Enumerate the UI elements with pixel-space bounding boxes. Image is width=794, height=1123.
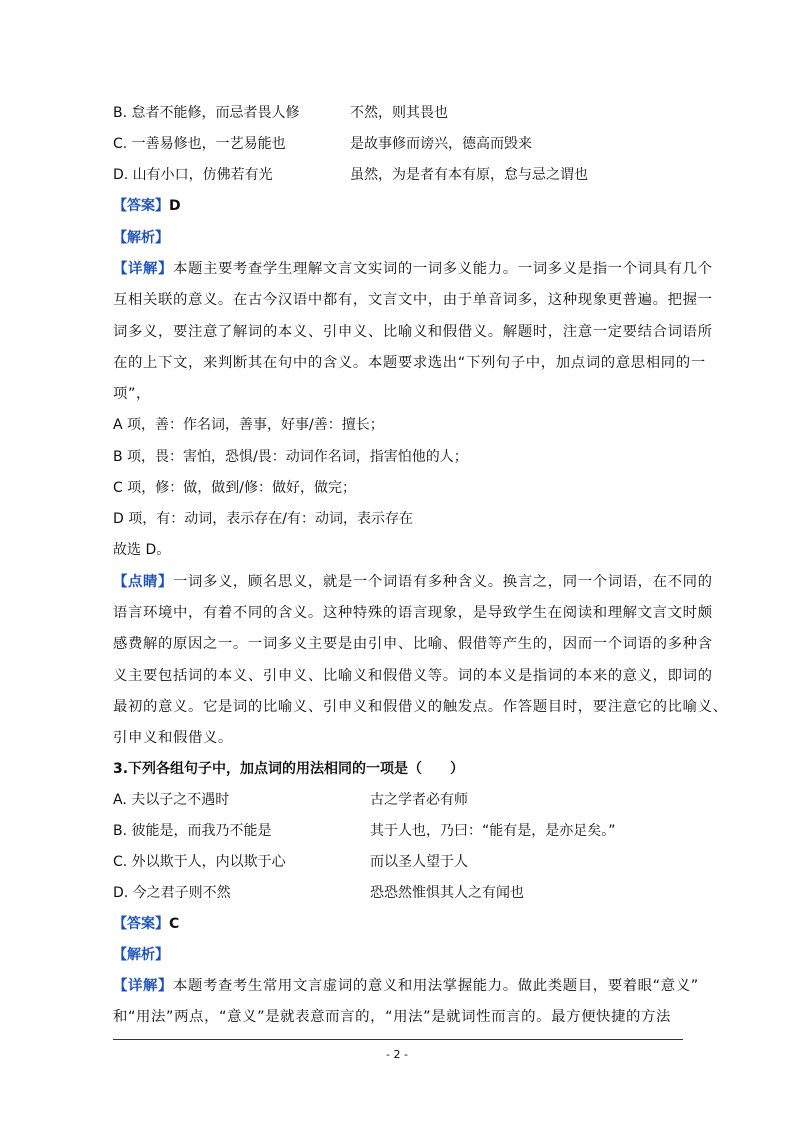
q2-option-b: B. 怠者不能修，而忌者畏人修 不然，则其畏也	[113, 105, 448, 121]
q2-option-c: C. 一善易修也，一艺易能也 是故事修而谤兴，德高而毁来	[113, 136, 532, 152]
q3-option-c: C. 外以欺于人，内以欺于心 而以圣人望于人	[113, 854, 468, 870]
q3-option-a: A. 夫以子之不遇时 古之学者必有师	[113, 792, 468, 808]
q2-point-line-4: 义主要包括词的本义、引申义、比喻义和假借义等。词的本义是指词的本来的意义，即词的	[113, 668, 713, 684]
q2-option-d: D. 山有小口，仿佛若有光 虽然，为是者有本有原，怠与忌之谓也	[113, 167, 588, 183]
q2-point-line-1: 【点睛】一词多义，顾名思义，就是一个词语有多种含义。换言之，同一个词语，在不同的	[113, 574, 713, 590]
q2-point-line-5: 最初的意义。它是词的比喻义、引申义和假借义的触发点。作答题目时，要注意它的比喻义、	[113, 699, 728, 715]
q3-answer: 【答案】C	[113, 916, 180, 932]
q3-stem: 3.下列各组句子中，加点词的用法相同的一项是（ ）	[113, 761, 465, 777]
q3-detail-line-1: 【详解】本题考查考生常用文言虚词的意义和用法掌握能力。做此类题目，要着眼“意义”	[113, 978, 699, 994]
q3-analysis-label: 【解析】	[113, 947, 169, 963]
q2-detail-line-4: 在的上下文，来判断其在句中的含义。本题要求选出“下列句子中，加点词的意思相同的一	[113, 355, 706, 371]
q2-analysis-label: 【解析】	[113, 230, 169, 246]
q2-answer: 【答案】D	[113, 198, 181, 214]
q2-point-line-6: 引申义和假借义。	[113, 730, 233, 746]
q2-detail-conclusion: 故选 D。	[113, 542, 171, 558]
q3-detail-line-2: 和“用法”两点，“意义”是就表意而言的，“用法”是就词性而言的。最方便快捷的方法	[113, 1009, 672, 1025]
q2-point-line-3: 感费解的原因之一。一词多义主要是由引申、比喻、假借等产生的，因而一个词语的多种含	[113, 636, 713, 652]
q2-detail-line-2: 互相关联的意义。在古今汉语中都有，文言文中，由于单音词多，这种现象更普遍。把握一	[113, 292, 713, 308]
q2-detail-item-d: D 项，有：动词，表示存在/有：动词，表示存在	[113, 511, 413, 527]
q2-detail-line-1: 【详解】本题主要考查学生理解文言文实词的一词多义能力。一词多义是指一个词具有几个	[113, 261, 713, 277]
q2-detail-line-3: 词多义，要注意了解词的本义、引申义、比喻义和假借义。解题时，注意一定要结合词语所	[113, 324, 713, 340]
q2-detail-item-b: B 项，畏：害怕，恐惧/畏：动词作名词，指害怕他的人；	[113, 449, 468, 465]
q2-point-line-2: 语言环境中，有着不同的含义。这种特殊的语言现象，是导致学生在阅读和理解文言文时颇	[113, 605, 713, 621]
q2-detail-line-5: 项”，	[113, 386, 152, 402]
q3-option-d: D. 今之君子则不然 恐恐然惟惧其人之有闻也	[113, 885, 524, 901]
q2-detail-item-c: C 项，修：做，做到/修：做好，做完；	[113, 480, 356, 496]
q3-option-b: B. 彼能是，而我乃不能是 其于人也，乃曰：“能有是，是亦足矣。”	[113, 823, 616, 839]
page-number: - 2 -	[386, 1048, 408, 1061]
q2-detail-item-a: A 项，善：作名词，善事，好事/善：擅长；	[113, 417, 384, 433]
footer-divider	[113, 1039, 683, 1040]
